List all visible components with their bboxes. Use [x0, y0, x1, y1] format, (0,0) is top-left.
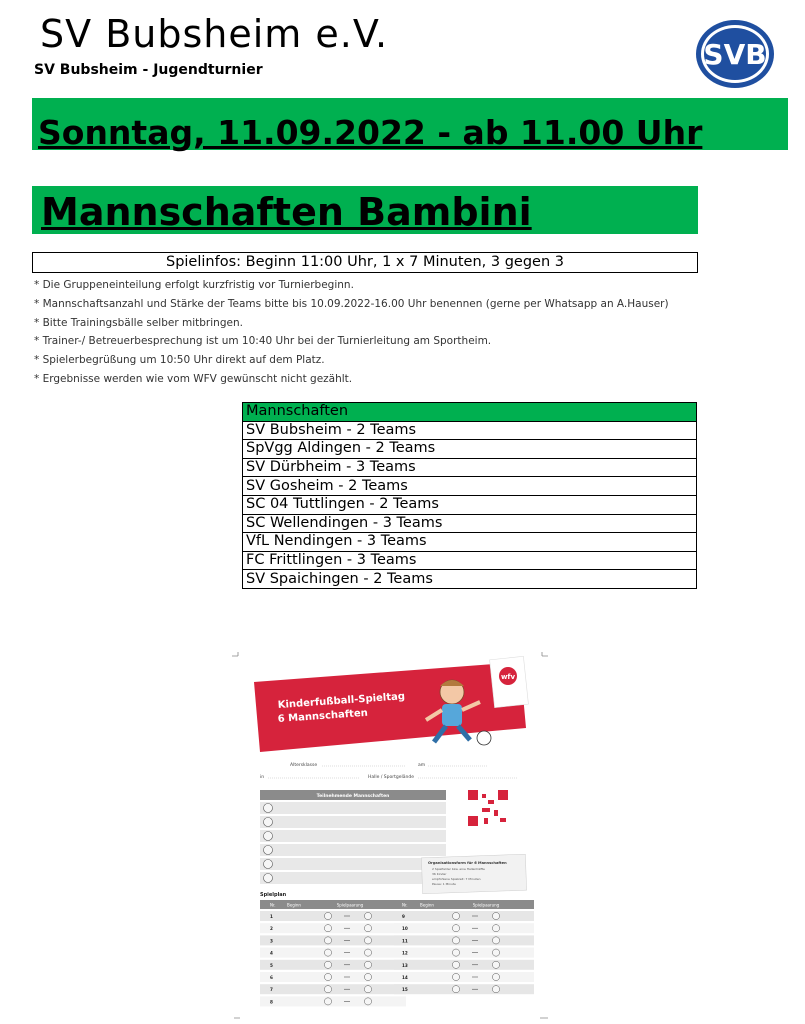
notes-list — [34, 276, 669, 389]
flyer-banner-line2: 6 Mannschaften — [277, 707, 369, 725]
left-row — [260, 923, 406, 933]
left-row — [260, 972, 406, 982]
team-row: SV Gosheim - 2 Teams — [243, 477, 697, 496]
event-date: Sonntag, 11.09.2022 - ab 11.00 Uhr — [38, 113, 703, 152]
team-badge-icon — [324, 937, 331, 944]
team-badge-icon — [324, 949, 331, 956]
club-title: SV Bubsheim e.V. — [40, 12, 389, 56]
club-logo-text: SVB — [703, 38, 767, 71]
left-row — [260, 948, 406, 958]
left-row-number: 7 — [270, 987, 273, 993]
left-row-number: 3 — [270, 938, 273, 944]
halle-label: Halle / Sportgelände — [368, 775, 414, 780]
note-item: * Ergebnisse werden wie vom WFV gewünscht nicht gezählt. — [34, 372, 353, 385]
team-row: SC Wellendingen - 3 Teams — [243, 514, 697, 533]
team-row: SV Spaichingen - 2 Teams — [243, 570, 697, 589]
note-item: * Mannschaftsanzahl und Stärke der Teams bitte bis 10.09.2022-16.00 Uhr benennen (gerne per Whatsapp an A.Hauser) — [34, 297, 669, 310]
flyer-image — [230, 650, 550, 1020]
right-row — [394, 923, 534, 933]
left-row — [260, 984, 406, 994]
right-row-number: 13 — [402, 962, 408, 968]
left-row-number: 5 — [270, 962, 273, 968]
game-info: Spielinfos: Beginn 11:00 Uhr, 1 x 7 Minuten, 3 gegen 3 — [32, 252, 698, 273]
team-badge-icon — [452, 949, 459, 956]
left-row — [260, 960, 406, 970]
team-badge-icon — [324, 986, 331, 993]
team-badge-icon — [492, 937, 499, 944]
team-badge-icon — [364, 912, 371, 919]
team-row: FC Frittlingen - 3 Teams — [243, 551, 697, 570]
team-badge-icon — [452, 973, 459, 980]
in-label: in — [260, 775, 265, 780]
col-pairing-right: Spielpaarung — [472, 902, 500, 908]
org-line: 2 Spielfelder bzw. eine Hallenhälfte — [432, 867, 485, 871]
club-subtitle: SV Bubsheim - Jugendturnier — [34, 62, 263, 78]
spielplan-label: Spielplan — [260, 892, 287, 898]
note-item: * Spielerbegrüßung um 10:50 Uhr direkt auf dem Platz. — [34, 354, 325, 367]
left-row — [260, 911, 406, 921]
col-beginn-left: Beginn — [287, 902, 301, 908]
am-label: am — [418, 763, 426, 768]
right-row — [394, 948, 534, 958]
team-badge-icon — [452, 925, 459, 932]
flyer-banner-line1: Kinderfußball-Spieltag — [277, 691, 406, 711]
left-row — [260, 935, 406, 945]
left-row-number: 2 — [270, 926, 273, 932]
team-row: SpVgg Aldingen - 2 Teams — [243, 440, 697, 459]
right-row — [394, 972, 534, 982]
right-row-number: 9 — [402, 914, 405, 919]
org-line: empfohlene Spielzeit: 7 Minuten — [432, 877, 481, 881]
right-row — [394, 935, 534, 945]
club-logo — [694, 18, 776, 90]
org-line: Pause: 1 Minute — [432, 882, 456, 886]
team-badge-icon — [324, 925, 331, 932]
qr-code-icon — [468, 790, 508, 826]
team-row: VfL Nendingen - 3 Teams — [243, 533, 697, 552]
col-nr-right: Nr. — [402, 902, 408, 908]
note-item: * Bitte Trainingsbälle selber mitbringen. — [34, 316, 243, 329]
team-badge-icon — [492, 949, 499, 956]
team-badge-icon — [452, 986, 459, 993]
note-item: * Trainer-/ Betreuerbesprechung ist um 10:40 Uhr bei der Turnierleitung am Sportheim. — [34, 335, 492, 348]
team-badge-icon — [324, 973, 331, 980]
team-badge-icon — [324, 998, 331, 1005]
right-row-number: 14 — [402, 975, 408, 980]
col-nr-left: Nr. — [270, 902, 276, 908]
category-heading: Mannschaften Bambini — [41, 190, 532, 234]
left-row-number: 4 — [270, 950, 273, 956]
col-beginn-right: Beginn — [420, 902, 434, 908]
left-row-number: 8 — [270, 999, 273, 1005]
team-badge-icon — [492, 912, 499, 919]
teams-table-header: Mannschaften — [243, 403, 697, 422]
team-row: SV Dürbheim - 3 Teams — [243, 458, 697, 477]
right-row-number: 12 — [402, 950, 408, 956]
team-badge-icon — [324, 961, 331, 968]
right-row-number: 10 — [402, 926, 408, 932]
team-badge-icon — [492, 973, 499, 980]
team-badge-icon — [452, 912, 459, 919]
right-row — [394, 911, 534, 921]
col-pairing-left: Spielpaarung — [336, 902, 364, 908]
team-badge-icon — [492, 986, 499, 993]
participants-header: Teilnehmende Mannschaften — [316, 794, 390, 799]
team-badge-icon — [364, 998, 371, 1005]
note-item: * Die Gruppeneinteilung erfolgt kurzfristig vor Turnierbeginn. — [34, 279, 354, 291]
org-line: 36 Kinder — [432, 872, 447, 876]
team-badge-icon — [452, 937, 459, 944]
right-row-number: 11 — [402, 938, 408, 944]
right-row — [394, 984, 534, 994]
team-badge-icon — [364, 949, 371, 956]
teams-table — [242, 402, 697, 589]
team-badge-icon — [492, 925, 499, 932]
right-row-number: 15 — [402, 987, 408, 993]
left-row — [260, 996, 406, 1006]
wfv-logo-text: wfv — [500, 673, 516, 681]
team-badge-icon — [364, 925, 371, 932]
team-badge-icon — [364, 973, 371, 980]
team-badge-icon — [452, 961, 459, 968]
right-row — [394, 960, 534, 970]
team-badge-icon — [324, 912, 331, 919]
left-row-number: 1 — [270, 914, 273, 919]
altersklasse-label: Altersklasse — [290, 763, 318, 768]
team-badge-icon — [492, 961, 499, 968]
team-badge-icon — [364, 986, 371, 993]
team-row: SC 04 Tuttlingen - 2 Teams — [243, 495, 697, 514]
team-badge-icon — [364, 961, 371, 968]
left-row-number: 6 — [270, 975, 273, 980]
team-row: SV Bubsheim - 2 Teams — [243, 421, 697, 440]
org-title: Organisationsform für 6 Mannschaften — [428, 861, 507, 865]
team-badge-icon — [364, 937, 371, 944]
